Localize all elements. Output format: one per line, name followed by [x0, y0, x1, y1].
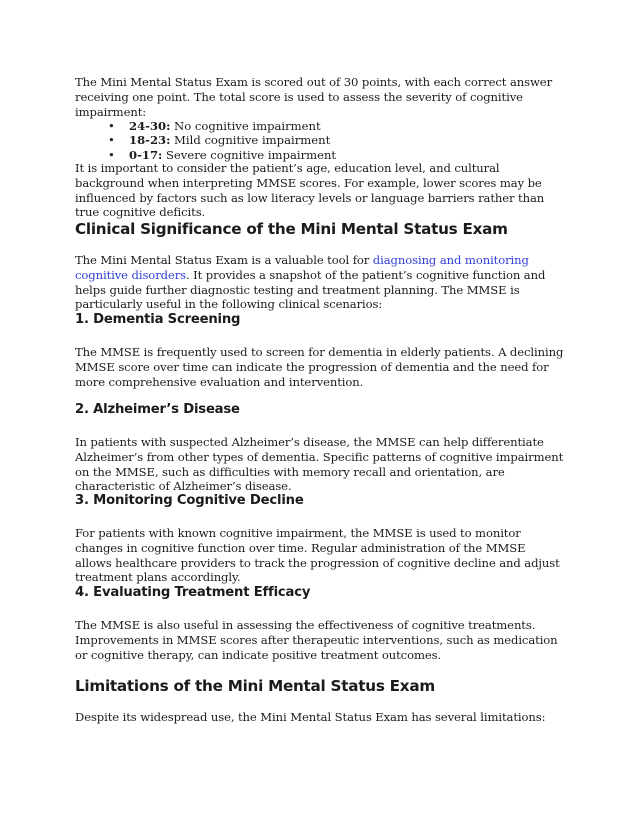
- score-range: 18-23:: [129, 133, 171, 148]
- clinical-significance-heading: Clinical Significance of the Mini Mental Status Exam: [75, 220, 508, 238]
- section-body-alzheimers-disease: In patients with suspected Alzheimer’s disease, the MMSE can help differentiate Alzheimer’s from other types of dementia. Specific patterns of cognitive impairment on the MMSE, such as difficulties with memory recall and orientation, are characteristic of Alzheimer’s disease.: [75, 435, 564, 494]
- clinical-significance-paragraph: [75, 253, 565, 312]
- limitations-heading: Limitations of the Mini Mental Status Exam: [75, 677, 435, 695]
- diagnosing-monitoring-link[interactable]: diagnosing and monitoring cognitive disorders: [75, 253, 529, 282]
- clinical-text-after-link: . It provides a snapshot of the patient’s cognitive function and helps guide further diagnostic testing and treatment planning. The MMSE is particularly useful in the following clinical scenarios:: [75, 267, 546, 312]
- score-meaning: Mild cognitive impairment: [174, 133, 331, 148]
- bullet-icon: •: [108, 133, 115, 148]
- interpretation-note-paragraph: It is important to consider the patient’s age, education level, and cultural background when interpreting MMSE scores. For example, lower scores may be influenced by factors such as low literacy levels or language barriers rather than true cognitive deficits.: [75, 161, 545, 220]
- score-range: 24-30:: [129, 119, 171, 133]
- section-heading-alzheimers-disease: 2. Alzheimer’s Disease: [75, 402, 240, 417]
- score-range-list: [108, 119, 336, 162]
- list-item: [108, 133, 336, 147]
- section-heading-monitoring-decline: 3. Monitoring Cognitive Decline: [75, 493, 304, 508]
- scoring-intro-paragraph: The Mini Mental Status Exam is scored out of 30 points, with each correct answer receiving one point. The total score is used to assess the severity of cognitive impairment:: [75, 75, 553, 119]
- list-item: [108, 119, 336, 133]
- score-meaning: Severe cognitive impairment: [165, 147, 337, 162]
- score-meaning: No cognitive impairment: [174, 119, 321, 133]
- clinical-text-before-link: The Mini Mental Status Exam is a valuable tool for: [75, 253, 373, 267]
- limitations-intro-paragraph: Despite its widespread use, the Mini Mental Status Exam has several limitations:: [75, 710, 546, 724]
- section-body-monitoring-decline: For patients with known cognitive impairment, the MMSE is used to monitor changes in cognitive function over time. Regular administration of the MMSE allows healthcare providers to track the progression of cognitive decline and adjust treatment plans accordingly.: [75, 526, 560, 585]
- bullet-icon: •: [108, 147, 115, 162]
- bullet-icon: •: [108, 119, 115, 133]
- section-heading-treatment-efficacy: 4. Evaluating Treatment Efficacy: [75, 585, 311, 600]
- section-body-treatment-efficacy: The MMSE is also useful in assessing the effectiveness of cognitive treatments. Improvements in MMSE scores after therapeutic interventions, such as medication or cognitive therapy, can indicate positive treatment outcomes.: [75, 618, 558, 662]
- score-range: 0-17:: [129, 147, 163, 162]
- section-heading-dementia-screening: 1. Dementia Screening: [75, 312, 241, 327]
- section-body-dementia-screening: The MMSE is frequently used to screen for dementia in elderly patients. A declining MMSE score over time can indicate the progression of dementia and the need for more comprehensive evaluation and intervention.: [75, 345, 564, 389]
